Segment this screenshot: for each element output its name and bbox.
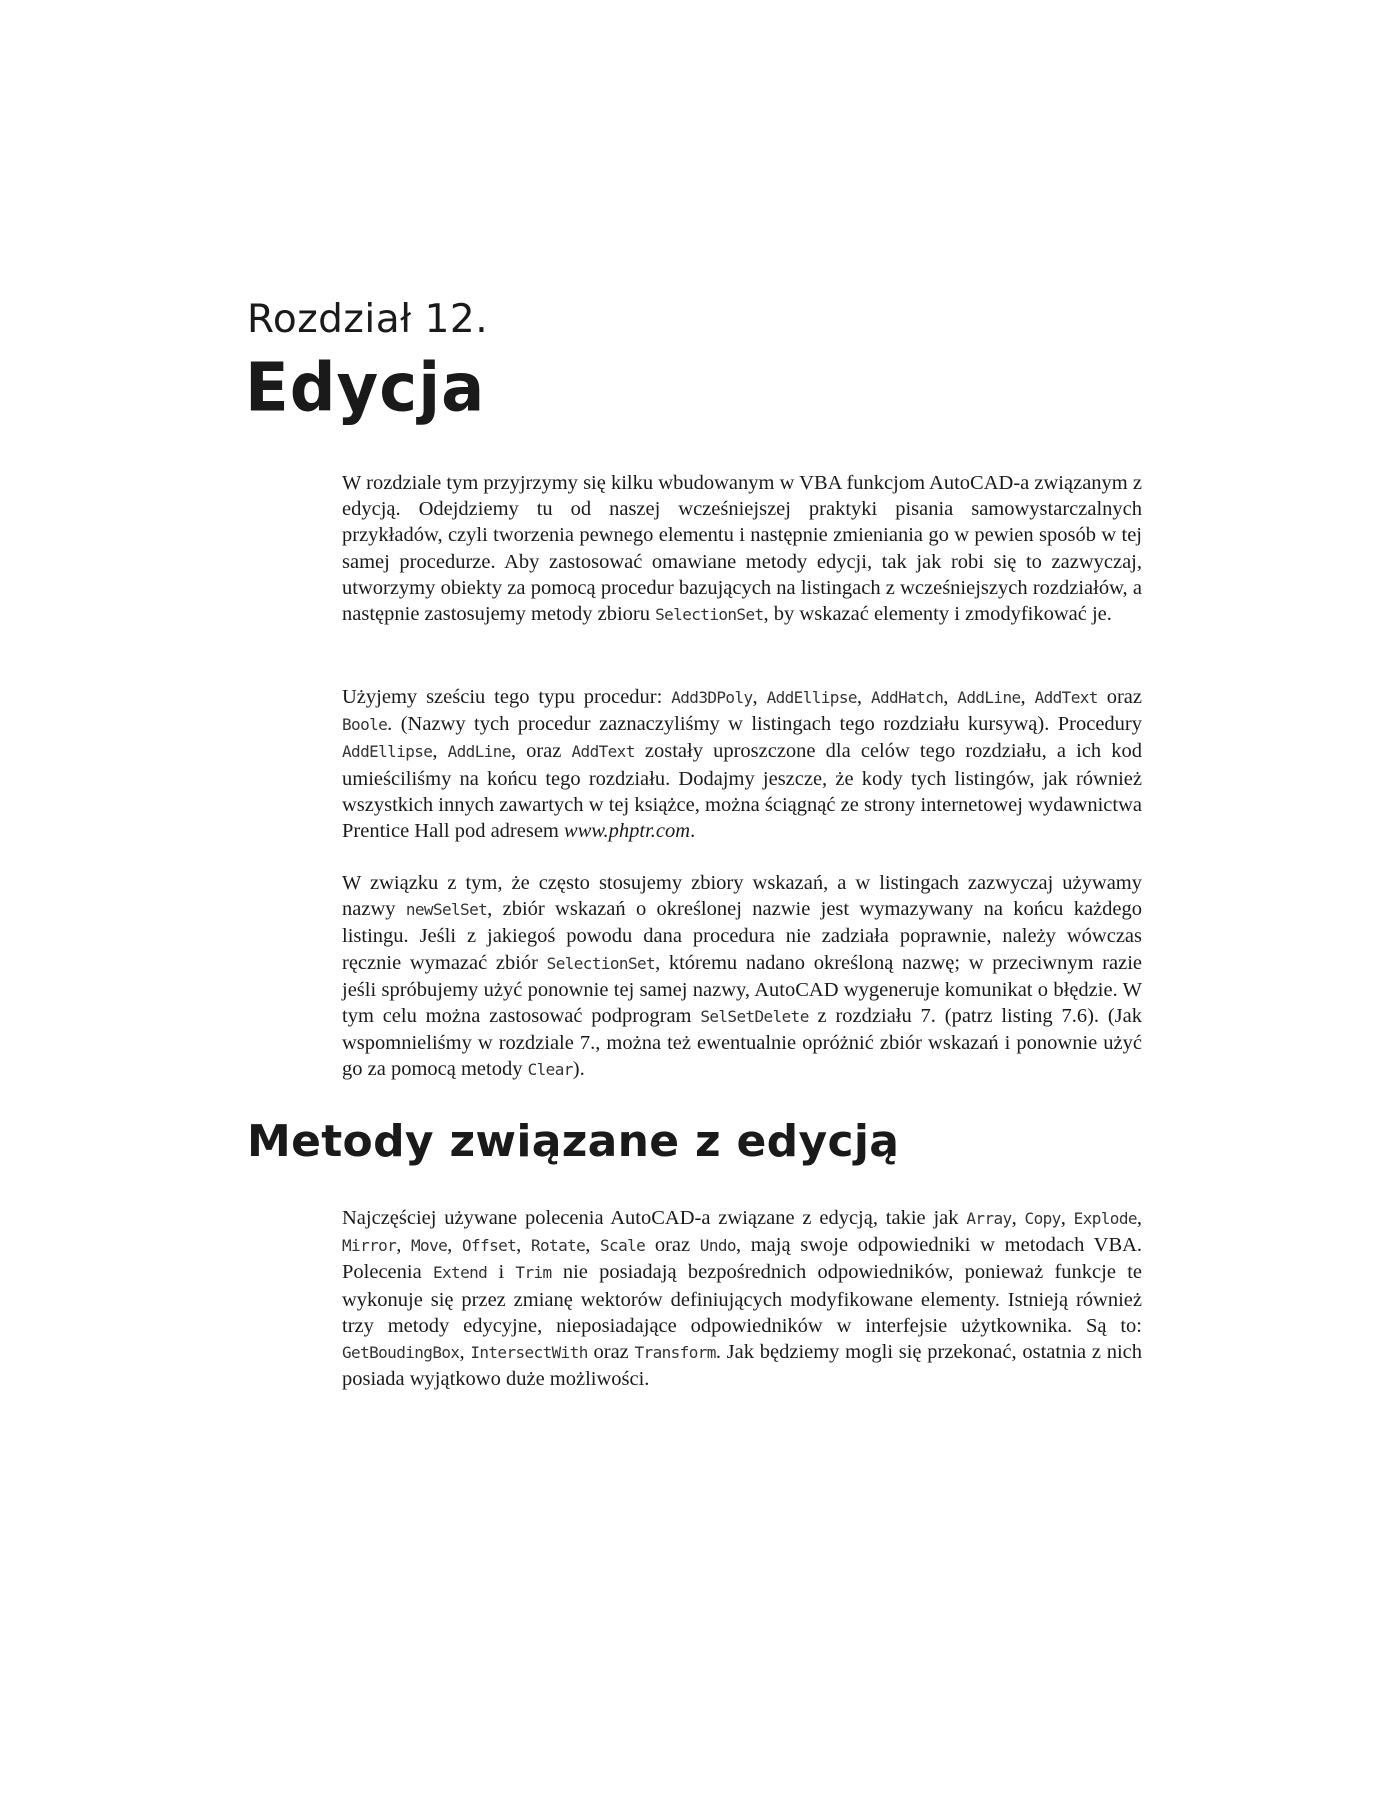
- text-run: ,: [585, 1234, 600, 1257]
- code-term: GetBoudingBox: [342, 1343, 460, 1363]
- code-term: SelectionSet: [655, 605, 764, 625]
- code-term: AddText: [1034, 688, 1098, 707]
- website-link[interactable]: www.phptr.com: [564, 820, 691, 843]
- text-run: .: [690, 820, 696, 843]
- code-term: Extend: [432, 1263, 488, 1283]
- text-run: ,: [943, 686, 958, 708]
- text-run: ,: [856, 686, 871, 708]
- intro-paragraph-3: [342, 870, 1142, 1084]
- code-term: Explode: [1073, 1209, 1137, 1228]
- code-term: IntersectWith: [470, 1343, 588, 1363]
- text-run: , mają swoje odpowiedniki w metodach VBA. Polecenia: [342, 1234, 1143, 1284]
- code-term: SelectionSet: [546, 953, 656, 973]
- section-paragraph-1: [342, 1205, 1142, 1392]
- code-term: AddLine: [447, 742, 511, 762]
- code-term: AddEllipse: [766, 688, 857, 707]
- code-term: AddEllipse: [342, 742, 433, 762]
- text-run: ,: [1136, 1207, 1143, 1229]
- text-run: ,: [1020, 686, 1035, 708]
- text-run: ,: [1011, 1207, 1025, 1229]
- chapter-title: Edycja: [245, 349, 486, 428]
- text-run: ).: [572, 1058, 585, 1081]
- code-term: Array: [966, 1209, 1012, 1228]
- text-run: ,: [396, 1234, 412, 1257]
- code-term: Move: [411, 1236, 448, 1256]
- code-term: Scale: [600, 1236, 646, 1256]
- section-heading: Metody związane z edycją: [247, 1116, 900, 1167]
- code-term: newSelSet: [405, 900, 488, 920]
- code-term: Trim: [515, 1263, 552, 1283]
- code-term: SelSetDelete: [700, 1007, 809, 1027]
- text-run: ,: [1060, 1207, 1074, 1229]
- text-run: . (Nazwy tych procedur zaznaczyliśmy w listingach tego rozdziału kursywą). Procedury: [387, 713, 1142, 736]
- text-run: , któremu nadano określoną nazwę; w przeciwnym razie jeśli spróbujemy użyć ponownie tej samej nazwy, AutoCAD wygeneruje komunikat o błędzie. W tym celu można zastosować podprogram: [342, 951, 1143, 1028]
- text-run: zostały uproszczone dla celów tego rozdziału, a ich kod umieściliśmy na końcu tego rozdziału. Dodajmy jeszcze, że kody tych listingów, jak również wszystkich innych zawartych w tej książce, można ściągnąć ze strony internetowej wydawnictwa Prentice Hall pod adresem: [342, 740, 1143, 843]
- text-run: , oraz: [510, 740, 572, 763]
- chapter-label: Rozdział 12.: [247, 297, 489, 342]
- text-run: ,: [459, 1341, 471, 1364]
- text-run: ,: [432, 740, 448, 763]
- intro-paragraph-2: [342, 684, 1142, 844]
- code-term: Boole: [342, 715, 388, 735]
- text-run: nie posiadają bezpośrednich odpowiedników, ponieważ funkcje te wykonuje się przez zmianę wektorów definiujących modyfikowane elementy. Istnieją również trzy metody edycyjne, nieposiadające odpowiedników w interfejsie użytkownika. Są to:: [342, 1261, 1142, 1337]
- code-term: Offset: [461, 1236, 517, 1256]
- text-run: . Jak będziemy mogli się przekonać, ostatnia z nich posiada wyjątkowo duże możliwości.: [342, 1341, 1142, 1391]
- code-term: Mirror: [342, 1236, 397, 1256]
- text-run: Najczęściej używane polecenia AutoCAD-a związane z edycją, takie jak: [342, 1207, 967, 1229]
- code-term: Copy: [1024, 1209, 1061, 1228]
- text-run: ,: [516, 1234, 531, 1257]
- code-term: AddHatch: [870, 688, 944, 707]
- code-term: AddLine: [957, 688, 1021, 707]
- text-run: , zbiór wskazań o określonej nazwie jest wymazywany na końcu każdego listingu. Jeśli z jakiegoś powodu dana procedura nie zadziała poprawnie, należy wówczas ręcznie wymazać zbiór: [342, 898, 1142, 974]
- text-run: z rozdziału 7. (patrz listing 7.6). (Jak wspomnieliśmy w rozdziale 7., można też ewentualnie opróżnić zbiór wskazań i ponownie użyć go za pomocą metody: [342, 1005, 1142, 1081]
- text-run: oraz: [587, 1341, 635, 1364]
- text-run: , by wskazać elementy i zmodyfikować je.: [763, 603, 1112, 626]
- code-term: Clear: [527, 1060, 573, 1080]
- text-run: Użyjemy sześciu tego typu procedur:: [342, 686, 672, 708]
- text-run: W rozdziale tym przyjrzymy się kilku wbudowanym w VBA funkcjom AutoCAD-a związanym z edycją. Odejdziemy tu od naszej wcześniejszej praktyki pisania samowystarczalnych przykładów, czyli tworzenia pewnego elementu i następnie zmieniania go w pewien sposób w tej samej procedurze. Aby zastosować omawiane metody edycji, tak jak robi się to zazwyczaj, utworzymy obiekty za pomocą procedur bazujących na listingach z wcześniejszych rozdziałów, a następnie zastosujemy metody zbioru: [342, 472, 1142, 626]
- code-term: Rotate: [530, 1236, 586, 1256]
- text-run: i: [487, 1261, 516, 1284]
- code-term: AddText: [571, 742, 635, 762]
- code-term: Add3DPoly: [671, 688, 753, 707]
- code-term: Undo: [699, 1236, 736, 1256]
- text-run: oraz: [645, 1234, 700, 1257]
- intro-paragraph-1: [342, 470, 1142, 628]
- code-term: Transform: [634, 1343, 716, 1363]
- text-run: ,: [447, 1234, 462, 1257]
- text-run: W związku z tym, że często stosujemy zbiory wskazań, a w listingach zazwyczaj używamy nazwy: [342, 872, 1142, 921]
- text-run: ,: [752, 686, 767, 708]
- text-run: oraz: [1097, 686, 1142, 708]
